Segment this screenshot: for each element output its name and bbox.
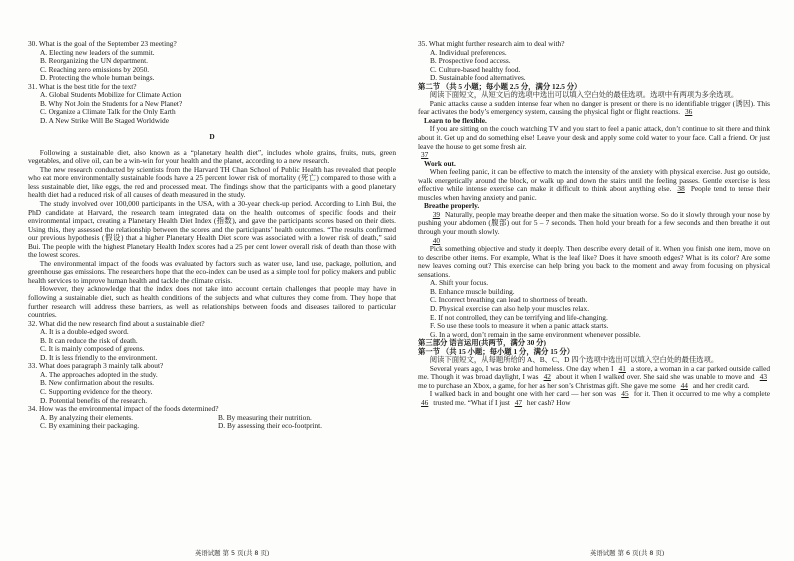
q35-option-d: D. Sustainable food alternatives. [430,73,526,83]
section-d-heading: D [209,131,215,141]
choice-f: F. So use these tools to measure it when a panic attack starts. [430,321,609,331]
choice-a: A. Shift your focus. [430,278,489,288]
q34-option-c: C. By examining their packaging. [40,421,140,431]
panic-para-3: When feeling panic, it can be effective to match the intensity of the anxiety with physical exercise. Just go outside, walk energetically around the block, or walk up and down the stairs until the feeling passes. Gentle exercise is less effective while intense exercise can make it difficult to think about anything else. 38 People tend to tense their muscles when having anxiety and panic. [418,167,770,202]
passage-d-para-2: The new research conducted by scientists from the Harvard TH Chan School of Public Health has revealed that people who eat more environmentally sustainable foods have a 25 percent lower risk of mortality (死亡) compared to those with a less sustainable diet, like eggs, the red and processed meat. The findings show that the participants with a good planetary health diet had a reduced risk of all causes of death measured in the study. [28,164,396,200]
q30-option-b: B. Reorganizing the UN department. [40,56,148,66]
q31-option-a: A. Global Students Mobilize for Climate Action [40,90,182,100]
blank-40[interactable]: 40 [432,235,441,245]
question-32: 32. What did the new research find about a sustainable diet? [28,318,205,328]
q35-option-a: A. Individual preferences. [430,47,507,57]
blank-39[interactable]: 39 [432,209,441,219]
q32-option-a: A. It is a double-edged sword. [40,327,129,337]
panic-para-2-blank [418,151,770,160]
blank-42[interactable]: 42 [543,372,551,382]
part-3-section-1: 第一节 （共 15 小题；每小题 1 分，满分 15 分） [418,346,575,356]
choice-g: G. In a word, don’t remain in the same environment whenever possible. [430,329,641,339]
blank-38[interactable]: 38 [677,184,685,194]
footer-page-6: 英语试题 第 6 页(共 8 页) [590,549,665,557]
q34-option-d: D. By assessing their eco-footprint. [218,421,323,431]
section-2-instructions: 阅读下面短文，从短文后的选项中选出可以填入空白处的最佳选项。选项中有两项为多余选项。 [429,90,739,100]
q30-option-d: D. Protecting the whole human beings. [40,73,155,83]
right-column [418,40,770,545]
q31-option-d: D. A New Strike Will Be Staged Worldwide [40,115,169,125]
choice-d: D. Physical exercise can also help your muscles relax. [430,303,590,313]
blank-43[interactable]: 43 [759,372,767,382]
passage-d-para-1: Following a sustainable diet, also known as a “planetary health diet”, includes whole grains, fruits, nuts, green vegetables, and olive oil, can be a win-win for your health and the planet, according to a new research. [28,147,396,166]
q30-option-c: C. Reaching zero emissions by 2050. [40,64,150,74]
part-3-instructions: 阅读下面短文，从每题所给的 A、B、C、D 四个选项中选出可以填入空白处的最佳选项。 [429,355,719,365]
part-3-title: 第三部分 语言运用(共两节，满分 30 分) [418,338,546,348]
panic-para-2: If you are sitting on the couch watching TV and you start to feel a panic attack, don’t continue to sit there and think about it. Get up and do something else! Leave your desk and apply some cold water to your face. Call a friend. Or just leave the house to get some fresh air. [418,124,770,151]
heading-learn-flexible: Learn to be flexible. [424,115,487,125]
blank-47[interactable]: 47 [514,397,523,407]
choice-c: C. Incorrect breathing can lead to shortness of breath. [430,295,588,305]
q31-option-b: B. Why Not Join the Students for a New Planet? [40,98,183,108]
footer-page-5: 英语试题 第 5 页(共 8 页) [195,549,270,557]
q33-option-d: D. Potential benefits of the research. [40,395,148,405]
q35-option-b: B. Prospective food access. [430,56,511,66]
question-34: 34. How was the environmental impact of the foods determined? [28,404,219,414]
q32-option-c: C. It is mainly composed of greens. [40,344,145,354]
blank-41[interactable]: 41 [618,363,626,373]
choice-b: B. Enhance muscle building. [430,286,515,296]
panic-para-1: Panic attacks cause a sudden intense fear when no danger is present or there is no identifiable trigger (诱因). This fear activates the body’s emergency system, causing the physical fight or flight reactions. 36 [418,98,770,117]
q33-option-c: C. Supporting evidence for the theory. [40,387,153,397]
q31-option-c: C. Organize a Climate Talk for the Only Earth [40,107,176,117]
q34-option-b: B. By measuring their nutrition. [218,412,312,422]
question-35: 35. What might further research aim to deal with? [418,40,565,48]
passage-d-para-5: However, they acknowledge that the index does not take into account certain challenges that people may have in following a sustainable diet, such as health conditions of the subjects and what cultures they come from. They hope that further research will address these barriers, as well as relationships between foods and diseases tailored to particular countries. [28,284,396,320]
q34-options-row-2 [28,422,396,431]
panic-para-4: 39 Naturally, people may breathe deeper and then make the situation worse. So do it slowly through your nose by pushing your abdomen (腹部) out for 5 – 7 seconds. Then hold your breath for a few seconds and then breathe it out through your mouth slowly. [418,209,770,237]
q33-option-b: B. New confirmation about the results. [40,378,155,388]
choice-e: E. If not controlled, they can be terrifying and life-changing. [430,312,608,322]
question-33: 33. What does paragraph 3 mainly talk about? [28,361,164,371]
q34-option-a: A. By analyzing their elements. [40,412,133,422]
blank-46[interactable]: 46 [421,397,429,407]
cloze-para-1: Several years ago, I was broke and homeless. One day when I 41 a store, a woman in a car parked outside called me. Though it was broad daylight, I was 42 about it when I walked over. She said she was unable to move and 43 me to purchase an Xbox, a game, for her as her son’s Christmas gift. She gave me some 44 and her credit card. [418,363,770,390]
blank-44[interactable]: 44 [680,380,688,390]
q35-option-c: C. Culture-based healthy food. [430,64,521,74]
cloze-para-2: I walked back in and bought one with her card — her son was 45 for it. Then it occurred to me why a complete 46 trusted me. “What if I just 47 her cash? How [418,390,770,407]
section-2-title: 第二节 （共 5 小题；每小题 2.5 分，满分 12.5 分） [418,81,582,91]
q32-option-b: B. It can reduce the risk of death. [40,335,138,345]
heading-work-out: Work out. [424,158,456,168]
left-column [28,40,396,545]
question-31: 31. What is the best title for the text? [28,81,137,91]
passage-d-para-4: The environmental impact of the foods was evaluated by factors such as water use, land use, package, pollution, and greenhouse gas emissions. The researchers hope that the eco-index can be used as a simple tool for policy makers and public health services to improve human health and tackle the climate crisis. [28,258,396,285]
blank-36[interactable]: 36 [684,107,693,117]
heading-breathe: Breathe properly. [424,201,480,211]
passage-d-para-3: The study involved over 100,000 participants in the USA, with a 30-year check-up period. According to Linh Bui, the PhD candidate at Harvard, the research team integrated data on the health outcomes of specific foods and their environmental impact, creating a Planetary Health Diet Index (指数), and gave the participants scores based on their diets. Using this, they assessed the relationship between the scores and the participants’ health outcomes. “The results confirmed our previous hypothesis (假设) that a higher Planetary Health Diet score was associated with a lower risk of death,” said Bui. The people with the highest Planetary Health Index scores had a 25 per cent lower overall risk of death than those with the lowest scores. [28,198,396,260]
q32-option-d: D. It is less friendly to the environment. [40,352,158,362]
q30-option-a: A. Electing new leaders of the summit. [40,47,155,57]
blank-45[interactable]: 45 [621,389,629,399]
blank-37[interactable]: 37 [421,150,429,160]
q33-option-a: A. The approaches adopted in the study. [40,369,158,379]
panic-para-5: Pick something objective and study it deeply. Then describe every detail of it. When you finish one item, move on to describe other items. For example, What is the leaf like? Does it have smooth edges? What is its color? Are some new leaves coming out? This exercise can help bring you back to the moment and away from focusing on physical sensations. [418,244,770,279]
question-30: 30. What is the goal of the September 23 meeting? [28,40,177,48]
